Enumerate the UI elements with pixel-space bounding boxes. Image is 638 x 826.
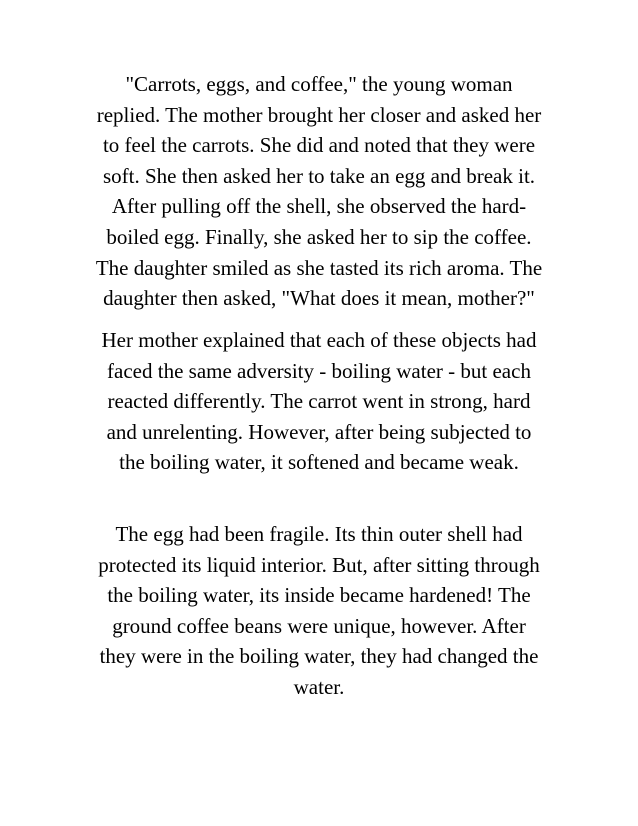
paragraph-carrots-eggs-coffee [66,69,572,314]
text-line: protected its liquid interior. But, after sitting through [98,552,540,577]
paragraph-egg-fragile [66,519,572,703]
text-line: Her mother explained that each of these objects had [101,328,537,352]
text-line: the boiling water, it softened and became weak. [119,450,519,475]
text-line: ground coffee beans were unique, however. After [112,613,526,638]
text-line: After pulling off the shell, she observed the hard- [111,194,527,219]
text-line: they were in the boiling water, they had changed the [99,644,539,669]
paragraph-mother-explained [66,325,572,478]
text-line: faced the same adversity - boiling water - but each [107,358,531,383]
text-line: the boiling water, its inside became hardened! The [107,583,531,608]
text-line: replied. The mother brought her closer and asked her [96,102,542,127]
text-line: and unrelenting. However, after being subjected to [106,419,532,444]
text-line: soft. She then asked her to take an egg and break it. [102,163,536,188]
text-line: to feel the carrots. She did and noted that they were [102,133,536,158]
text-line: The daughter smiled as she tasted its rich aroma. The [95,255,543,280]
text-line: "Carrots, eggs, and coffee," the young woman [125,72,513,96]
text-line: reacted differently. The carrot went in strong, hard [107,389,531,414]
text-line: water. [293,674,345,699]
text-line: daughter then asked, "What does it mean, mother?" [103,286,535,311]
text-line: boiled egg. Finally, she asked her to sip the coffee. [106,224,532,249]
text-line: The egg had been fragile. Its thin outer shell had [115,522,523,546]
